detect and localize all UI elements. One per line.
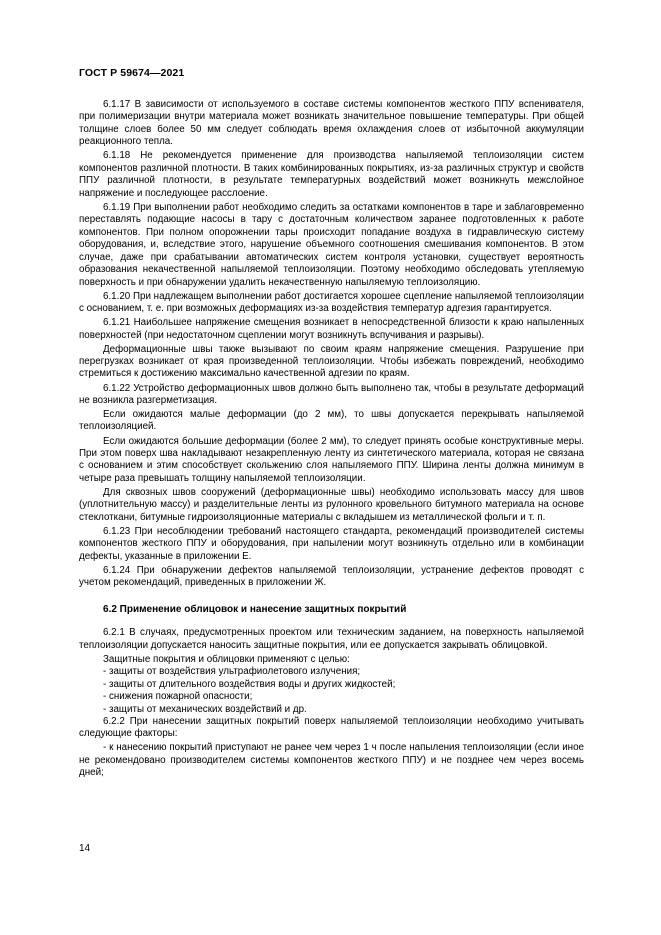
paragraph-6-1-21: 6.1.21 Наибольшее напряжение смещения возникает в непосредственной близости к краю напыленных поверхностей (при недостаточном сцеплении могут возникнуть вспучивания и разрывы). [79, 317, 584, 341]
purpose-list-item: - защиты от механических воздействий и др. [103, 703, 307, 715]
paragraph-6-1-17: 6.1.17 В зависимости от используемого в составе системы компонентов жесткого ППУ вспенивателя, при полимеризации внутри материала может возникать значительное повышение температуры. При общей толщине слоев более 50 мм следует соблюдать время охлаждения слоев от избыточной аккумуляции реакционного тепла. [79, 99, 584, 148]
purpose-list-item: - защиты от длительного воздействия воды и других жидкостей; [103, 678, 396, 690]
paragraph-large-deformations: Если ожидаются большие деформации (более 2 мм), то следует принять особые конструктивные меры. При этом поверх шва накладывают незакрепленную ленту из синтетического материала, которая не связана с основанием и этим способствует скольжению слоя напыляемого ППУ. Ширина ленты должна минимум в четыре раза превышать толщину напыляемой теплоизоляции. [79, 435, 584, 484]
paragraph-6-2-2: 6.2.2 При нанесении защитных покрытий поверх напыляемой теплоизоляции необходимо учитывать следующие факторы: [79, 715, 584, 740]
section-heading-6-2: 6.2 Применение облицовок и нанесение защитных покрытий [103, 603, 407, 615]
paragraph-deformation-joints: Деформационные швы также вызывают по своим краям напряжение смещения. Разрушение при перегрузках возникает от края произведенной теплоизоляции. Чтобы избежать повреждений, необходимо стремиться к достижению максимально качественной адгезии по краям. [79, 343, 584, 380]
standard-designation: ГОСТ Р 59674—2021 [79, 67, 185, 79]
paragraph-6-1-19: 6.1.19 При выполнении работ необходимо следить за остатками компонентов в таре и заблаговременно переставлять подающие насосы в тару с достаточным количеством заранее подготовленных к работе компонентов. При полном опорожнении тары происходит попадание воздуха в гидравлическую систему оборудования, и, вследствие этого, нарушение объемного соотношения смешивания компонентов. В этом случае, даже при срабатывании автоматических систем контроля установки, существует вероятность образования некачественной напыляемой теплоизоляции. Поэтому необходимо обследовать утепляемую поверхность и при обнаружении удалить некачественную напыляемую теплоизоляцию. [79, 201, 584, 288]
page-number: 14 [79, 843, 91, 854]
paragraph-small-deformations: Если ожидаются малые деформации (до 2 мм), то швы допускается перекрывать напыляемой теплоизоляцией. [79, 409, 584, 433]
paragraph-6-1-23: 6.1.23 При несоблюдении требований настоящего стандарта, рекомендаций производителей системы компонентов жесткого ППУ и оборудования, при напылении могут возникнуть отдельно или в комбинации дефекты, указанные в приложении Е. [79, 525, 584, 562]
paragraph-6-1-20: 6.1.20 При надлежащем выполнении работ достигается хорошее сцепление напыляемой теплоизоляции с основанием, т. е. при возможных деформациях из-за воздействия температур адгезия гарантируется. [79, 290, 584, 315]
purpose-list-item: - снижения пожарной опасности; [103, 691, 253, 703]
page-body [79, 99, 584, 781]
paragraph-6-1-24: 6.1.24 При обнаружении дефектов напыляемой теплоизоляции, устранение дефектов проводят с учетом рекомендаций, приведенных в приложении Ж. [79, 564, 584, 589]
purpose-list-item: - защиты от воздействия ультрафиолетового излучения; [103, 666, 361, 678]
paragraph-6-2-1: 6.2.1 В случаях, предусмотренных проектом или техническим заданием, на поверхность напыляемой теплоизоляции допускается наносить защитные покрытия, или ее допускается закрывать облицовкой. [79, 627, 584, 651]
paragraph-purpose-intro: Защитные покрытия и облицовки применяют с целью: [103, 653, 350, 665]
paragraph-6-1-22: 6.1.22 Устройство деформационных швов должно быть выполнено так, чтобы в результате деформаций не возникла разгерметизация. [79, 382, 584, 406]
paragraph-through-joints: Для сквозных швов сооружений (деформационные швы) необходимо использовать массу для швов (уплотнительную массу) и разделительные ленты из рулонного кровельного битумного материала на основе стеклоткани, битумные гидроизоляционные материалы с вкладышем из металлической фольги и т. п. [79, 486, 584, 523]
paragraph-6-1-18: 6.1.18 Не рекомендуется применение для производства напыляемой теплоизоляции систем компонентов различной плотности. В таких комбинированных покрытиях, из-за различных структур и свойств ППУ различной плотности, в результате температурных воздействий может возникнуть межслойное напряжение и последующее расслоение. [79, 150, 584, 199]
factor-list-item: - к нанесению покрытий приступают не ранее чем через 1 ч после напыления теплоизоляции (если иное не рекомендовано производителем системы компонентов жесткого ППУ) и не позднее чем через восемь дней; [79, 742, 584, 779]
